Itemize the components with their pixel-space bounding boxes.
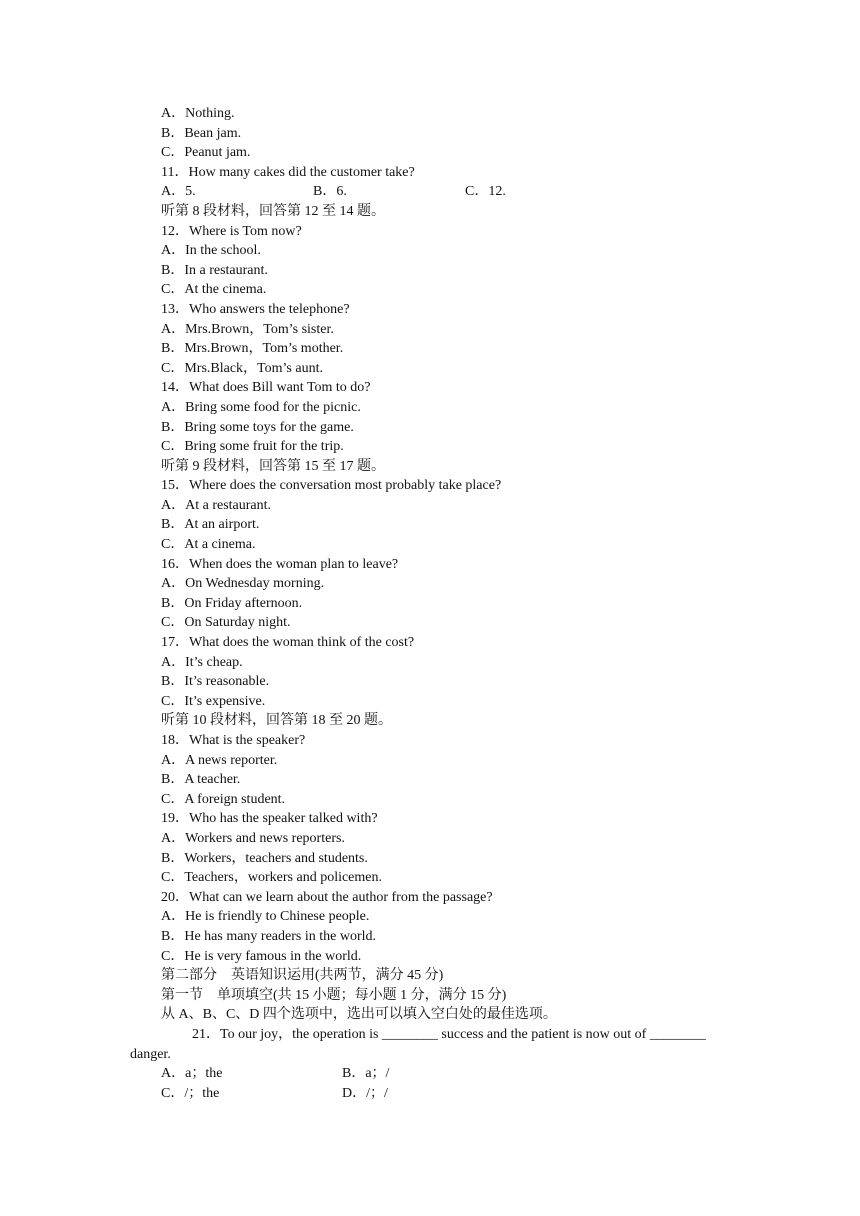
- text-line: 13．Who answers the telephone?: [161, 301, 350, 317]
- text-line: 听第 8 段材料，回答第 12 至 14 题。: [161, 203, 385, 219]
- text-line: C．At the cinema.: [161, 282, 267, 298]
- text-line: C．It’s expensive.: [161, 693, 266, 709]
- text-line: 18．What is the speaker?: [161, 733, 306, 748]
- text-line: C．At a cinema.: [161, 537, 256, 553]
- text-line: A．At a restaurant.: [161, 497, 272, 513]
- text-line: 17．What does the woman think of the cost?: [161, 635, 415, 651]
- text-line: C．A foreign student.: [161, 791, 286, 807]
- text-line: B．In a restaurant.: [161, 262, 268, 278]
- text-line: 20．What can we learn about the author from the passage?: [161, 889, 493, 905]
- text-line: C．On Saturday night.: [161, 615, 291, 631]
- text-line: 19．Who has the speaker talked with?: [161, 811, 378, 827]
- q21-stem-continued: danger.: [130, 1046, 171, 1062]
- text-line: C．Bring some fruit for the trip.: [161, 439, 344, 455]
- text-line: A．In the school.: [161, 243, 261, 259]
- q11-options: [161, 182, 751, 202]
- text-line: 16．When does the woman plan to leave?: [161, 556, 399, 572]
- text-line: 第二部分 英语知识运用(共两节，满分 45 分): [161, 968, 444, 984]
- text-line: C．Mrs.Black，Tom’s aunt.: [161, 360, 323, 376]
- text-line: B．Bean jam.: [161, 125, 242, 141]
- text-line: A．On Wednesday morning.: [161, 576, 325, 592]
- option-d: D．/；/: [342, 1085, 388, 1101]
- option-b: B．a；/: [342, 1066, 390, 1082]
- text-line: C．Teachers，workers and policemen.: [161, 870, 382, 886]
- text-line: C．He is very famous in the world.: [161, 948, 362, 964]
- text-line: 从 A、B、C、D 四个选项中，选出可以填入空白处的最佳选项。: [161, 1007, 557, 1023]
- q21-options-row-2: [161, 1084, 751, 1104]
- text-line: 12．Where is Tom now?: [161, 223, 302, 239]
- text-line: B．On Friday afternoon.: [161, 595, 303, 611]
- text-line: 11．How many cakes did the customer take?: [161, 164, 415, 180]
- option-c: C．/；the: [161, 1085, 220, 1101]
- text-line: B．Bring some toys for the game.: [161, 419, 354, 435]
- text-line: A．Nothing.: [161, 106, 235, 121]
- option-a: A．a；the: [161, 1066, 223, 1082]
- text-line: B．A teacher.: [161, 772, 241, 788]
- option-c: C．12.: [465, 184, 506, 200]
- q10-options-block: [161, 104, 751, 182]
- text-line: B．He has many readers in the world.: [161, 928, 376, 944]
- option-a: A．5.: [161, 184, 196, 200]
- text-line: 第一节 单项填空(共 15 小题；每小题 1 分，满分 15 分): [161, 987, 507, 1003]
- q21-stem: 21．To our joy，the operation is ________ success and the patient is now out of ________: [192, 1026, 706, 1042]
- text-line: B．Mrs.Brown，Tom’s mother.: [161, 341, 344, 357]
- text-line: A．It’s cheap.: [161, 654, 243, 670]
- question-content: [130, 104, 751, 1103]
- text-line: 听第 10 段材料，回答第 18 至 20 题。: [161, 713, 392, 729]
- option-b: B．6.: [313, 184, 347, 200]
- q21-options-row-1: [161, 1064, 751, 1084]
- text-line: 14．What does Bill want Tom to do?: [161, 380, 371, 396]
- text-line: A．Mrs.Brown，Tom’s sister.: [161, 321, 334, 337]
- text-line: 听第 9 段材料，回答第 15 至 17 题。: [161, 458, 385, 474]
- text-line: B．It’s reasonable.: [161, 674, 270, 690]
- text-line: C．Peanut jam.: [161, 145, 251, 161]
- questions-block: [161, 202, 751, 1025]
- text-line: B．Workers，teachers and students.: [161, 850, 368, 866]
- text-line: A．Workers and news reporters.: [161, 830, 345, 846]
- text-line: A．A news reporter.: [161, 752, 278, 768]
- text-line: A．Bring some food for the picnic.: [161, 399, 361, 415]
- text-line: 15．Where does the conversation most probably take place?: [161, 478, 502, 494]
- text-line: A．He is friendly to Chinese people.: [161, 909, 370, 925]
- text-line: B．At an airport.: [161, 517, 260, 533]
